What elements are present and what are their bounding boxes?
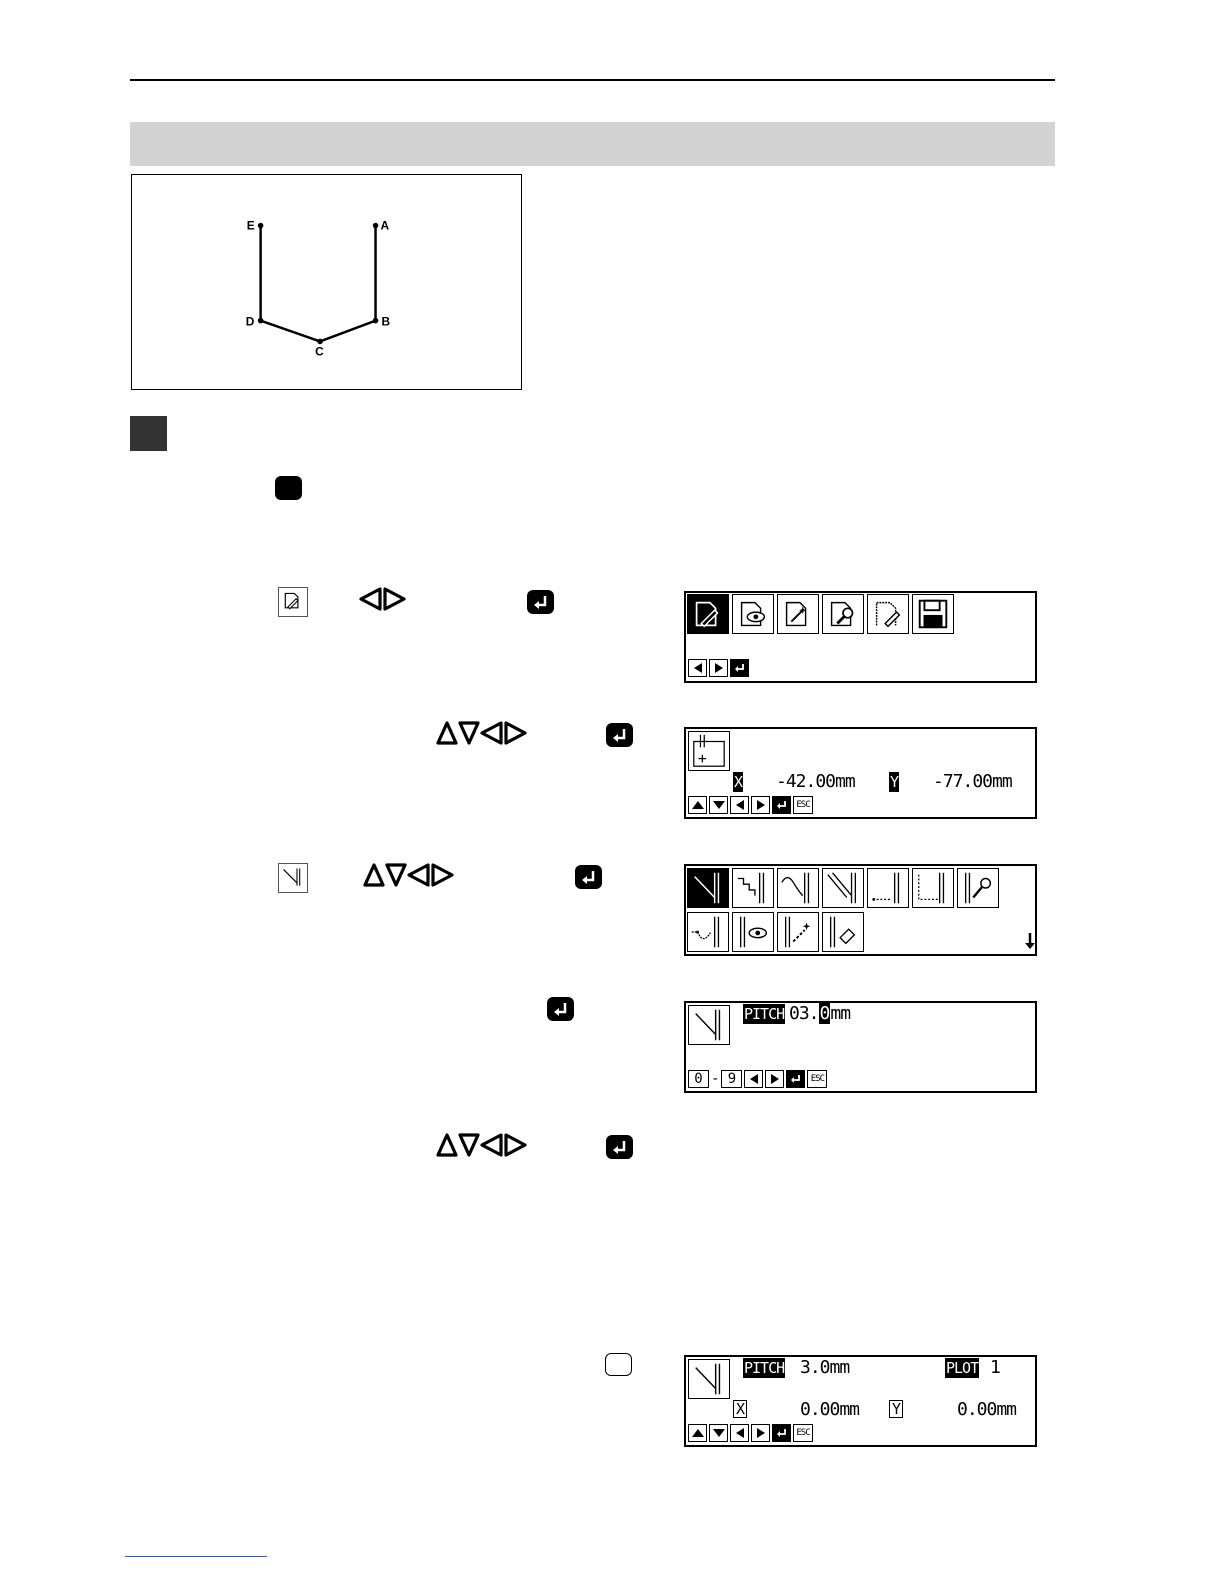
left-key-icon[interactable] — [730, 796, 749, 814]
pencil-edit-icon[interactable] — [687, 594, 729, 634]
feed-sewing-icon[interactable] — [867, 868, 909, 908]
point-e-marker — [258, 223, 264, 229]
down-key-icon[interactable] — [709, 1424, 728, 1442]
x-label: X — [733, 1400, 747, 1418]
enter-key-icon — [547, 997, 574, 1021]
plot-value: 1 — [990, 1357, 1000, 1378]
pitch-value: 3.0mm — [800, 1357, 850, 1378]
digit-key-to[interactable]: 9 — [721, 1070, 742, 1088]
erase-sewing-icon[interactable] — [822, 912, 864, 952]
arc-sewing-icon[interactable] — [687, 912, 729, 952]
lcd-menu-panel — [684, 591, 1037, 683]
plot-label: PLOT — [946, 1359, 979, 1377]
origin-point-icon — [688, 731, 730, 771]
left-key-icon[interactable] — [730, 1424, 749, 1442]
pitch-cursor: 0 — [819, 1003, 830, 1024]
x-value: 0.00mm — [800, 1399, 860, 1420]
step-marker — [130, 416, 167, 451]
digit-key-from[interactable]: 0 — [688, 1070, 709, 1088]
point-e-label: E — [246, 218, 255, 233]
lcd-pitch-panel — [684, 1001, 1037, 1093]
right-key-icon[interactable] — [709, 659, 728, 677]
four-arrows-icon — [436, 721, 528, 745]
point-d-label: D — [245, 314, 255, 329]
point-sewing-icon — [688, 1359, 730, 1399]
pattern-magic-icon[interactable] — [777, 594, 819, 634]
four-arrows-icon — [436, 1133, 528, 1157]
pitch-value[interactable] — [789, 1004, 850, 1024]
left-key-icon[interactable] — [744, 1070, 763, 1088]
y-label: Y — [889, 1400, 903, 1418]
pitch-key-row — [688, 1070, 827, 1088]
step-sewing-icon[interactable] — [732, 868, 774, 908]
plot-key-row — [688, 1424, 813, 1442]
left-key-icon[interactable] — [688, 659, 707, 677]
right-key-icon[interactable] — [751, 796, 770, 814]
esc-key[interactable]: ESC — [807, 1070, 827, 1088]
enter-key-icon[interactable] — [730, 659, 749, 677]
shape-diagram-svg — [132, 175, 521, 389]
range-dash: - — [711, 1071, 720, 1087]
point-c-label: C — [315, 344, 324, 359]
enter-key-icon — [606, 723, 633, 747]
esc-key[interactable]: ESC — [793, 796, 813, 814]
point-b-marker — [373, 318, 379, 324]
up-key-icon[interactable] — [688, 796, 707, 814]
pitch-label: PITCH — [744, 1005, 785, 1023]
y-value: 0.00mm — [957, 1399, 1017, 1420]
magic-sewing-icon[interactable] — [777, 912, 819, 952]
header-rule — [130, 79, 1055, 81]
curve-sewing-icon[interactable] — [777, 868, 819, 908]
shape-outline — [261, 226, 376, 342]
section-title-bar — [130, 122, 1055, 166]
document-edit-icon[interactable] — [867, 594, 909, 634]
y-value: -77.00mm — [933, 771, 1012, 792]
pitch-unit: mm — [830, 1003, 851, 1024]
point-sewing-small-icon — [278, 863, 308, 893]
floppy-save-icon[interactable] — [912, 594, 954, 634]
four-arrows-icon — [363, 863, 455, 887]
enter-key-icon[interactable] — [772, 796, 791, 814]
pitch-label: PITCH — [744, 1359, 785, 1377]
right-key-icon[interactable] — [765, 1070, 784, 1088]
point-b-label: B — [381, 314, 391, 329]
wrench-settings-icon[interactable] — [822, 594, 864, 634]
enter-key-icon[interactable] — [786, 1070, 805, 1088]
origin-key-row — [688, 796, 813, 814]
point-sewing-icon — [688, 1005, 730, 1045]
oblique-sewing-icon[interactable] — [822, 868, 864, 908]
view-sewing-icon[interactable] — [732, 912, 774, 952]
scroll-down-arrow-icon[interactable] — [1025, 932, 1035, 955]
black-key-icon — [275, 476, 302, 500]
zigzag-feed-icon[interactable] — [912, 868, 954, 908]
y-label: Y — [890, 773, 899, 791]
point-a-label: A — [380, 218, 390, 233]
right-key-icon[interactable] — [751, 1424, 770, 1442]
left-right-arrows-icon — [358, 587, 406, 611]
x-value: -42.00mm — [776, 771, 855, 792]
footer-link-line — [125, 1556, 267, 1557]
enter-key-icon — [575, 865, 602, 889]
down-key-icon[interactable] — [709, 796, 728, 814]
pitch-value-digits: 03. — [789, 1003, 819, 1024]
point-sewing-icon[interactable] — [687, 868, 729, 908]
edit-pattern-icon — [278, 587, 308, 617]
x-label: X — [734, 773, 743, 791]
enter-key-icon[interactable] — [772, 1424, 791, 1442]
up-key-icon[interactable] — [688, 1424, 707, 1442]
point-d-marker — [258, 318, 264, 324]
esc-key[interactable]: ESC — [793, 1424, 813, 1442]
lcd-plot-panel — [684, 1355, 1037, 1447]
lcd-sewing-panel — [684, 864, 1037, 956]
lcd-origin-panel — [684, 727, 1037, 819]
menu-key-row — [688, 659, 749, 677]
view-eye-icon[interactable] — [732, 594, 774, 634]
point-a-marker — [373, 223, 379, 229]
enter-key-icon — [606, 1135, 633, 1159]
white-key-icon — [605, 1353, 632, 1376]
shape-diagram — [131, 174, 522, 390]
tool-sewing-icon[interactable] — [957, 868, 999, 908]
enter-key-icon — [527, 590, 554, 614]
